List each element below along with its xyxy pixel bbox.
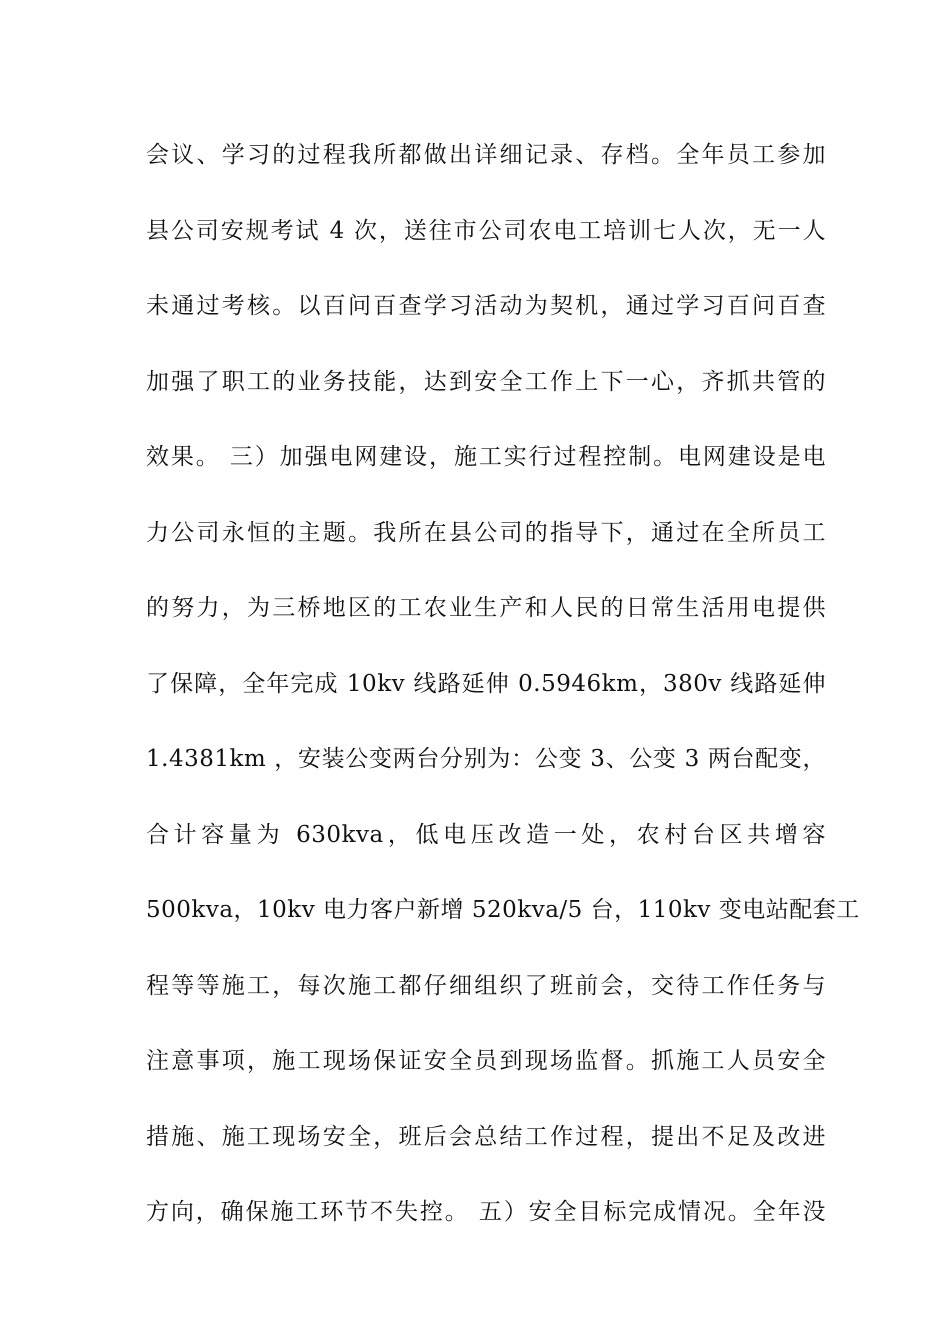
- text-line: 加强了职工的业务技能，达到安全工作上下一心，齐抓共管的: [146, 369, 826, 395]
- text-line: 力公司永恒的主题。我所在县公司的指导下，通过在全所员工: [146, 520, 826, 546]
- text-line: 了保障，全年完成 10kv 线路延伸 0.5946km，380v 线路延伸: [146, 671, 826, 697]
- text-line: 注意事项，施工现场保证安全员到现场监督。抓施工人员安全: [146, 1048, 826, 1074]
- text-line: 1.4381km ，安装公变两台分别为：公变 3、公变 3 两台配变，: [146, 746, 826, 772]
- text-line: 500kva，10kv 电力客户新增 520kva/5 台，110kv 变电站配套工: [146, 897, 860, 923]
- text-line: 会议、学习的过程我所都做出详细记录、存档。全年员工参加: [146, 142, 826, 168]
- text-line: 的努力，为三桥地区的工农业生产和人民的日常生活用电提供: [146, 595, 826, 621]
- text-line: 县公司安规考试 4 次，送往市公司农电工培训七人次，无一人: [146, 218, 826, 244]
- text-line: 效果。 三）加强电网建设，施工实行过程控制。电网建设是电: [146, 444, 826, 470]
- text-line: 合计容量为 630kva，低电压改造一处，农村台区共增容: [146, 822, 826, 848]
- text-line: 方向，确保施工环节不失控。 五）安全目标完成情况。全年没: [146, 1199, 826, 1225]
- text-line: 程等等施工，每次施工都仔细组织了班前会，交待工作任务与: [146, 973, 826, 999]
- text-line: 措施、施工现场安全，班后会总结工作过程，提出不足及改进: [146, 1124, 826, 1150]
- text-line: 未通过考核。以百问百查学习活动为契机，通过学习百问百查: [146, 293, 826, 319]
